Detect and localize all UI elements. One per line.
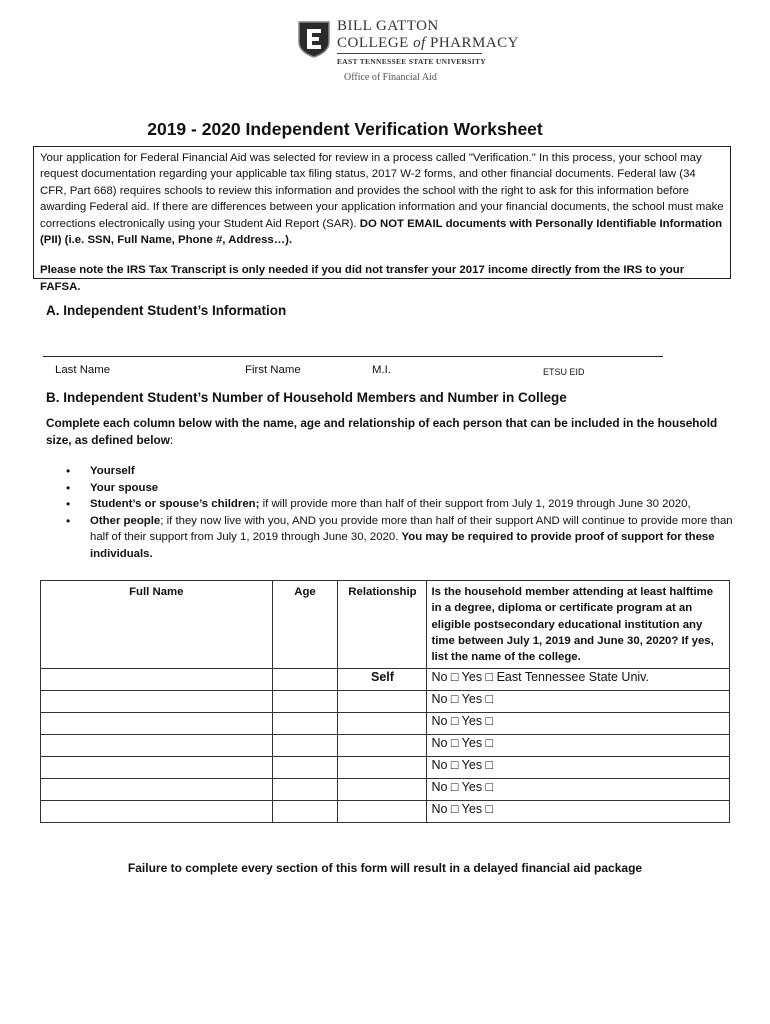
table-row xyxy=(41,779,730,801)
list-item: • Yourself xyxy=(66,463,736,480)
full-name-cell[interactable] xyxy=(41,735,273,757)
relationship-cell[interactable] xyxy=(338,735,427,757)
logo-divider xyxy=(337,53,482,54)
age-cell[interactable] xyxy=(272,757,338,779)
col-age: Age xyxy=(272,581,338,669)
table-header-row xyxy=(41,581,730,669)
relationship-cell[interactable] xyxy=(338,713,427,735)
table-row xyxy=(41,735,730,757)
relationship-cell[interactable] xyxy=(338,779,427,801)
household-instructions: Complete each column below with the name, age and relationship of each person that can be included in the household size, as defined below: xyxy=(46,416,718,447)
etsu-eid-label: ETSU EID xyxy=(543,367,585,377)
office-name: Office of Financial Aid xyxy=(344,72,437,83)
etsu-shield-logo-icon xyxy=(297,20,331,58)
last-name-label: Last Name xyxy=(55,364,111,376)
footer-warning: Failure to complete every section of this form will result in a delayed financial aid package xyxy=(127,861,643,875)
page-title: 2019 - 2020 Independent Verification Worksheet xyxy=(147,119,543,139)
logo-line-1: BILL GATTON xyxy=(337,18,439,34)
attending-cell[interactable]: No □ Yes □ East Tennessee State Univ. xyxy=(427,669,730,691)
student-name-line[interactable] xyxy=(43,356,663,357)
relationship-cell[interactable] xyxy=(338,757,427,779)
first-name-label: First Name xyxy=(245,364,301,376)
household-members-table xyxy=(40,580,730,823)
table-row xyxy=(41,713,730,735)
full-name-cell[interactable] xyxy=(41,669,273,691)
household-definition-list xyxy=(66,463,736,562)
pii-warning: DO NOT EMAIL documents with Personally Identifiable Information (PII) (i.e. SSN, Full Name, Phone #, Address…). xyxy=(40,217,723,247)
notice-text: Your application for Federal Financial Aid was selected for review in a process called "Verification." In this process, your school may request documentation regarding your applicable tax filing status, 2017 W-2 forms, and other financial documents. Federal law (34 CFR, Part 668) requires schools to review this information and provides the school with the right to ask for this information before awarding Federal aid. If there are differences between your application information and your financial documents, the school must make corrections electronically using your Student Aid Report (SAR). DO NOT EMAIL documents with Personally Identifiable Information (PII) (i.e. SSN, Full Name, Phone #, Address…). xyxy=(40,152,724,247)
col-full-name: Full Name xyxy=(41,581,273,669)
list-item: • Your spouse xyxy=(66,480,736,497)
age-cell[interactable] xyxy=(272,801,338,823)
table-row xyxy=(41,691,730,713)
age-cell[interactable] xyxy=(272,779,338,801)
relationship-cell: Self xyxy=(338,669,427,691)
irs-note: Please note the IRS Tax Transcript is only needed if you did not transfer your 2017 income directly from the IRS to your FAFSA. xyxy=(40,264,685,293)
age-cell[interactable] xyxy=(272,713,338,735)
relationship-cell[interactable] xyxy=(338,801,427,823)
table-row xyxy=(41,669,730,691)
age-cell[interactable] xyxy=(272,735,338,757)
age-cell[interactable] xyxy=(272,691,338,713)
logo-line-3: EAST TENNESSEE STATE UNIVERSITY xyxy=(337,57,487,66)
list-item: • Student’s or spouse’s children; if will provide more than half of their support from July 1, 2019 through June 30 2020, xyxy=(66,496,736,513)
verification-notice-box xyxy=(33,146,731,293)
table-row xyxy=(41,757,730,779)
attending-cell[interactable]: No □ Yes □ xyxy=(427,713,730,735)
mi-label: M.I. xyxy=(372,364,391,376)
full-name-cell[interactable] xyxy=(41,757,273,779)
attending-cell[interactable]: No □ Yes □ xyxy=(427,779,730,801)
attending-cell[interactable]: No □ Yes □ xyxy=(427,801,730,823)
attending-cell[interactable]: No □ Yes □ xyxy=(427,691,730,713)
col-relationship: Relationship xyxy=(338,581,427,669)
logo-line-2: COLLEGE of PHARMACY xyxy=(337,35,520,51)
full-name-cell[interactable] xyxy=(41,691,273,713)
relationship-cell[interactable] xyxy=(338,691,427,713)
list-item: • Other people; if they now live with you, AND you provide more than half of their support AND will continue to provide more than half of their support from July 1, 2019 through June 30, 2020. You may be required to provide proof of support for these individuals. xyxy=(66,513,736,563)
table-row xyxy=(41,801,730,823)
section-a-heading: A. Independent Student’s Information xyxy=(46,303,287,318)
col-attending-college: Is the household member attending at least halftime in a degree, diploma or certificate program at an eligible postsecondary educational institution any time between July 1, 2019 and June 30, 2020? If yes, list the name of the college. xyxy=(427,581,730,669)
full-name-cell[interactable] xyxy=(41,801,273,823)
section-b-heading: B. Independent Student’s Number of Household Members and Number in College xyxy=(46,390,567,405)
attending-cell[interactable]: No □ Yes □ xyxy=(427,735,730,757)
age-cell[interactable] xyxy=(272,669,338,691)
attending-cell[interactable]: No □ Yes □ xyxy=(427,757,730,779)
full-name-cell[interactable] xyxy=(41,779,273,801)
full-name-cell[interactable] xyxy=(41,713,273,735)
